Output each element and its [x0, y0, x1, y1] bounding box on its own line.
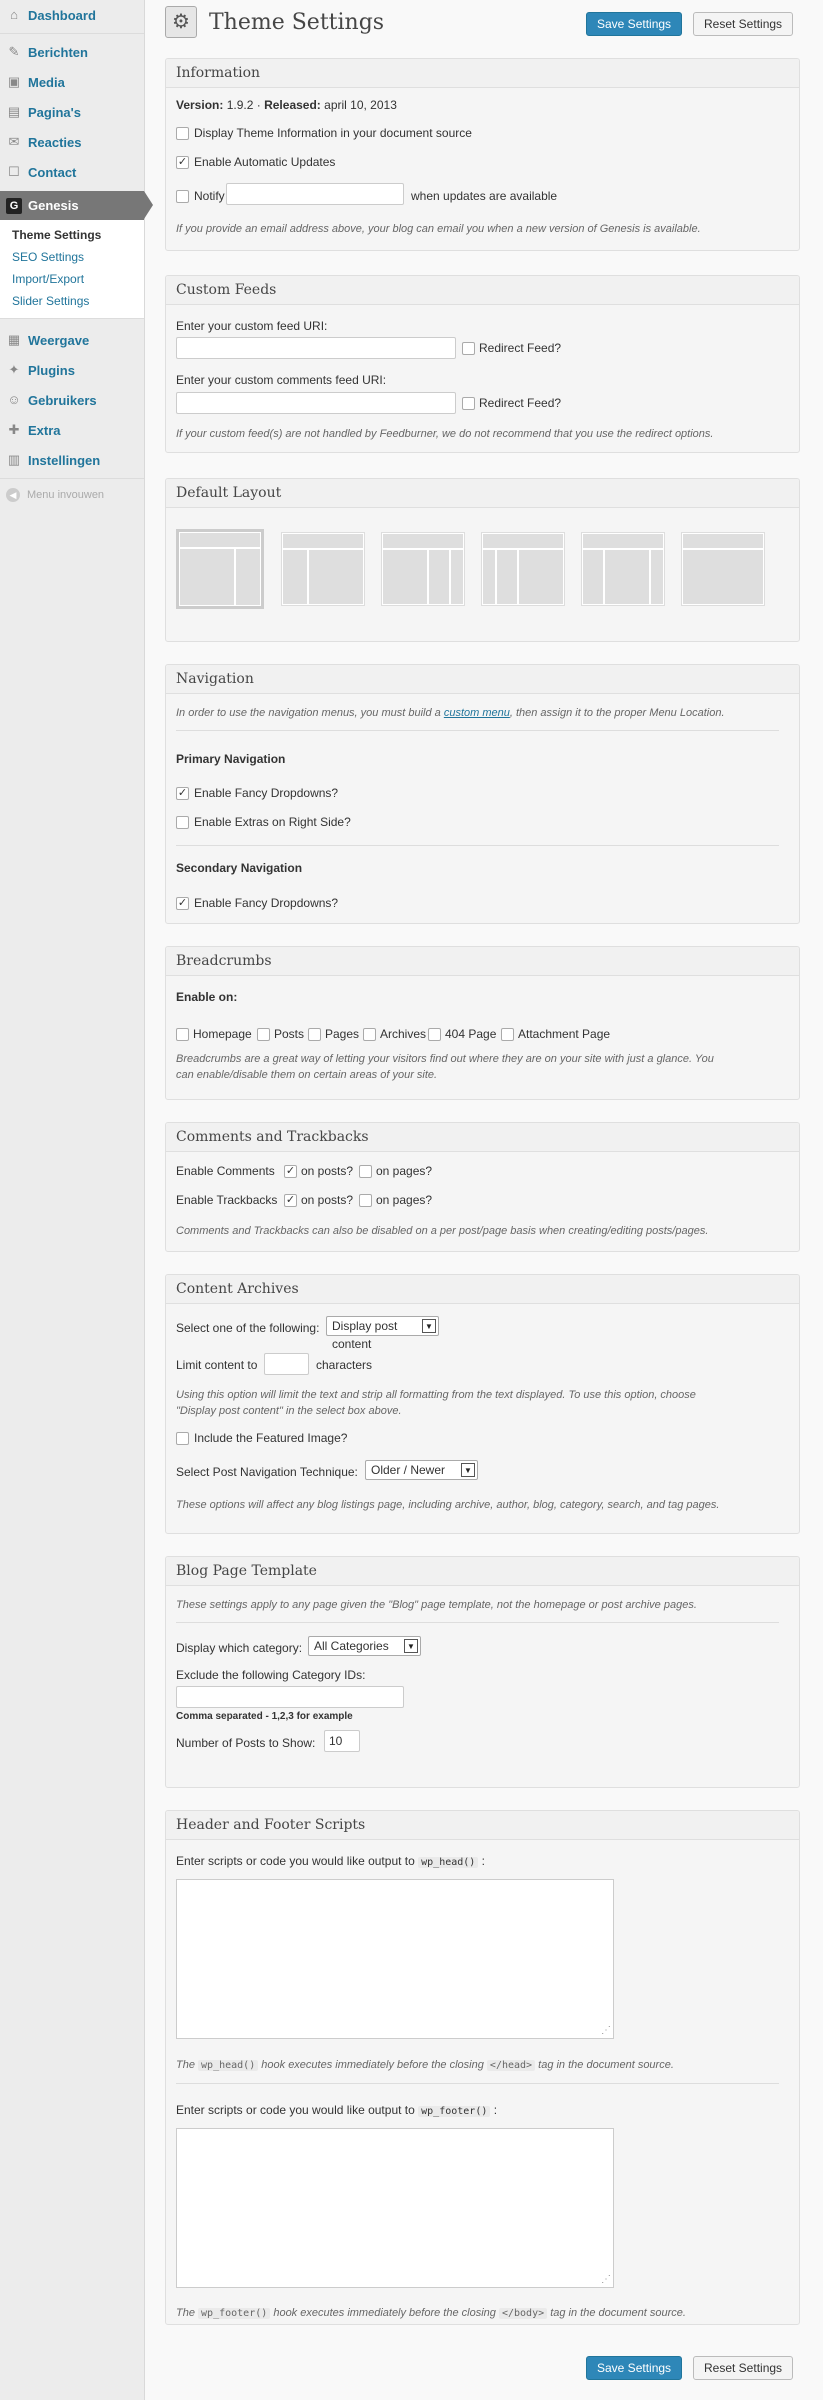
chevron-down-icon: ▼ [422, 1319, 436, 1333]
breadcrumbs-box [165, 946, 800, 1100]
comments-feed-uri-label: Enter your custom comments feed URI: [176, 373, 387, 387]
submenu-slider-settings[interactable]: Slider Settings [12, 294, 90, 308]
save-settings-button-bottom[interactable]: Save Settings [586, 2356, 682, 2380]
display-info-checkbox[interactable] [176, 127, 189, 140]
sidebar-item-label: Instellingen [28, 452, 101, 468]
notify-email-input[interactable] [226, 183, 404, 205]
layout-sidebar-content-sidebar[interactable] [581, 532, 665, 606]
limit-content-description-line2: "Display post content" in the select box above. [176, 1405, 402, 1417]
comments-trackbacks-title: Comments and Trackbacks [166, 1123, 799, 1152]
theme-settings-icon: ⚙ [165, 6, 197, 38]
notify-label: Notify [194, 189, 225, 203]
nav-technique-value: Older / Newer [371, 1463, 446, 1477]
head-scripts-label-text: Enter scripts or code you would like output to [176, 1854, 415, 1868]
head-scripts-code: wp_head() [418, 1857, 478, 1868]
version-separator: · [256, 98, 261, 112]
comments-pages-checkbox[interactable] [359, 1165, 372, 1178]
media-icon: ▣ [7, 74, 21, 89]
released-value: april 10, 2013 [324, 98, 397, 112]
submenu-theme-settings[interactable]: Theme Settings [12, 228, 102, 242]
breadcrumb-pages-label: Pages [325, 1027, 360, 1041]
sidebar-item-dashboard[interactable] [0, 0, 144, 30]
footer-scripts-description [176, 2305, 686, 2322]
footer-desc-after: tag in the document source. [550, 2307, 686, 2319]
appearance-icon: ▦ [7, 332, 21, 347]
admin-sidebar [0, 0, 145, 2400]
sidebar-item-instellingen[interactable] [0, 445, 144, 475]
sidebar-item-label: Dashboard [28, 7, 96, 23]
layout-sidebar-block [496, 549, 518, 605]
primary-navigation-heading: Primary Navigation [176, 752, 286, 766]
sidebar-top-items [0, 0, 144, 187]
limit-content-description-line1: Using this option will limit the text and strip all formatting from the text displayed. To use this option, choose [176, 1389, 696, 1401]
trackbacks-pages-label: on pages? [376, 1193, 433, 1207]
layout-sidebar-block [428, 549, 450, 605]
custom-feeds-box [165, 275, 800, 453]
tools-icon: ✚ [8, 422, 20, 437]
custom-feeds-title: Custom Feeds [166, 276, 799, 305]
version-value: 1.9.2 [226, 98, 254, 112]
breadcrumbs-description-line2: can enable/disable them on certain areas of your site. [176, 1069, 438, 1081]
submenu-seo-settings[interactable]: SEO Settings [12, 250, 85, 264]
exclude-categories-label: Exclude the following Category IDs: [176, 1668, 366, 1682]
pin-icon: ✎ [8, 44, 20, 59]
feed-uri-label: Enter your custom feed URI: [176, 319, 328, 333]
layout-sidebar-block [582, 549, 604, 605]
head-desc-code: wp_head() [198, 2060, 258, 2071]
blog-template-box [165, 1556, 800, 1788]
comments-trackbacks-box [165, 1122, 800, 1252]
comments-description: Comments and Trackbacks can also be disabled on a per post/page basis when creating/editing posts/pages. [176, 1225, 709, 1237]
custom-menu-link[interactable]: custom menu [443, 707, 510, 719]
footer-desc-code: wp_footer() [198, 2308, 270, 2319]
layout-content-block [382, 549, 428, 605]
layout-content-block [682, 549, 764, 605]
scripts-divider [176, 2083, 779, 2084]
layout-full-width[interactable] [681, 532, 765, 606]
users-icon: ☺ [7, 392, 21, 407]
breadcrumbs-title: Breadcrumbs [166, 947, 799, 976]
layout-sidebar-alt-block [450, 549, 464, 605]
collapse-menu-button[interactable] [0, 482, 144, 508]
sidebar-item-berichten[interactable] [0, 37, 144, 67]
head-scripts-colon: : [481, 1854, 486, 1868]
breadcrumb-archives-label: Archives [380, 1027, 427, 1041]
posts-to-show-input[interactable]: 10 [324, 1730, 360, 1752]
layout-header-block [179, 532, 261, 548]
sidebar-item-label: Berichten [28, 44, 88, 60]
layout-header-block [482, 533, 564, 549]
featured-image-label: Include the Featured Image? [194, 1431, 348, 1445]
navigation-intro-before: In order to use the navigation menus, you must build a [176, 707, 444, 719]
primary-fancy-dropdowns-label: Enable Fancy Dropdowns? [194, 786, 339, 800]
breadcrumb-homepage-checkbox[interactable] [176, 1028, 189, 1041]
custom-feeds-description: If your custom feed(s) are not handled by Feedburner, we do not recommend that you use the redirect options. [176, 428, 714, 440]
navigation-box [165, 664, 800, 924]
blog-template-title: Blog Page Template [166, 1557, 799, 1586]
sidebar-item-label: Genesis [28, 198, 79, 213]
information-description: If you provide an email address above, your blog can email you when a new version of Genesis is available. [176, 223, 701, 235]
blog-template-intro: These settings apply to any page given the "Blog" page template, not the homepage or post archive pages. [176, 1599, 697, 1611]
layout-sidebar-block [282, 549, 308, 605]
layout-sidebar-alt-block [650, 549, 664, 605]
sidebar-item-media[interactable] [0, 67, 144, 97]
genesis-submenu [0, 220, 144, 319]
archive-select-label: Select one of the following: [176, 1321, 320, 1335]
sidebar-item-extra[interactable] [0, 415, 144, 445]
layout-content-block [179, 548, 235, 606]
auto-updates-label: Enable Automatic Updates [194, 155, 336, 169]
archive-display-value: Display post content [332, 1319, 398, 1351]
layout-sidebar-sidebar-content[interactable] [481, 532, 565, 606]
footer-scripts-code: wp_footer() [418, 2106, 490, 2117]
enable-trackbacks-label: Enable Trackbacks [176, 1193, 278, 1207]
footer-desc-tag: </body> [499, 2308, 547, 2319]
version-label: Version: [176, 98, 224, 112]
head-scripts-description [176, 2057, 674, 2074]
auto-updates-checkbox[interactable]: ✓ [177, 156, 188, 168]
head-desc-before: The [176, 2059, 195, 2071]
secondary-fancy-dropdowns-checkbox[interactable]: ✓ [177, 897, 188, 909]
comments-posts-label: on posts? [301, 1164, 354, 1178]
sidebar-item-contact[interactable] [0, 157, 144, 187]
head-desc-middle: hook executes immediately before the closing [261, 2059, 484, 2071]
content-archives-description: These options will affect any blog listings page, including archive, author, blog, category, search, and tag pages. [176, 1499, 720, 1511]
breadcrumb-404-checkbox[interactable] [428, 1028, 441, 1041]
resize-handle-icon[interactable]: ⋰ [601, 2025, 611, 2036]
category-select[interactable] [308, 1636, 421, 1656]
breadcrumbs-description-line1: Breadcrumbs are a great way of letting your visitors find out where they are on your site with just a glance. You [176, 1053, 714, 1065]
content-archives-title: Content Archives [166, 1275, 799, 1304]
nav-technique-label: Select Post Navigation Technique: [176, 1465, 358, 1479]
navigation-divider [176, 845, 779, 846]
pages-icon: ▤ [7, 104, 21, 119]
sidebar-item-label: Gebruikers [28, 392, 97, 408]
trackbacks-posts-checkbox[interactable]: ✓ [285, 1194, 296, 1206]
head-desc-after: tag in the document source. [538, 2059, 674, 2071]
released-label: Released: [264, 98, 321, 112]
layout-header-block [582, 533, 664, 549]
sidebar-item-gebruikers[interactable] [0, 385, 144, 415]
display-info-label: Display Theme Information in your document source [194, 126, 472, 140]
exclude-categories-input[interactable] [176, 1686, 404, 1708]
limit-content-input[interactable] [264, 1353, 309, 1375]
blog-template-divider [176, 1622, 779, 1623]
category-select-label: Display which category: [176, 1641, 303, 1655]
layout-header-block [682, 533, 764, 549]
breadcrumb-archives-checkbox[interactable] [363, 1028, 376, 1041]
limit-content-label: Limit content to [176, 1358, 258, 1372]
comments-pages-label: on pages? [376, 1164, 433, 1178]
sidebar-item-label: Weergave [28, 332, 90, 348]
redirect-feed-label: Redirect Feed? [479, 341, 562, 355]
collapse-arrow-icon: ◀ [6, 488, 20, 502]
navigation-intro [176, 705, 725, 721]
layout-content-block [604, 549, 650, 605]
scripts-box [165, 1810, 800, 2325]
feed-uri-input[interactable] [176, 337, 456, 359]
plugins-icon: ✦ [8, 362, 20, 377]
sidebar-item-label: Plugins [28, 362, 75, 378]
navigation-intro-after: , then assign it to the proper Menu Location. [509, 707, 725, 719]
redirect-comments-feed-label: Redirect Feed? [479, 396, 562, 410]
comments-icon: ✉ [8, 134, 20, 149]
breadcrumb-attachment-label: Attachment Page [518, 1027, 611, 1041]
sidebar-item-label: Contact [28, 164, 77, 180]
comments-feed-uri-input[interactable] [176, 392, 456, 414]
footer-desc-middle: hook executes immediately before the closing [273, 2307, 496, 2319]
sidebar-item-label: Pagina's [28, 104, 81, 120]
layout-header-block [282, 533, 364, 549]
layout-content-sidebar-sidebar[interactable] [381, 532, 465, 606]
sidebar-item-weergave[interactable] [0, 325, 144, 355]
footer-desc-before: The [176, 2307, 195, 2319]
default-layout-title: Default Layout [166, 479, 799, 508]
layout-content-block [308, 549, 364, 605]
primary-extras-checkbox[interactable] [176, 816, 189, 829]
exclude-categories-hint: Comma separated - 1,2,3 for example [176, 1711, 353, 1722]
limit-content-suffix: characters [316, 1358, 373, 1372]
sidebar-item-label: Extra [28, 422, 61, 438]
footer-scripts-label-text: Enter scripts or code you would like output to [176, 2103, 415, 2117]
chevron-down-icon: ▼ [404, 1639, 418, 1653]
head-scripts-textarea[interactable] [176, 1879, 614, 2039]
page-header [165, 6, 800, 42]
notify-checkbox[interactable] [176, 190, 189, 203]
breadcrumb-homepage-label: Homepage [193, 1027, 252, 1041]
redirect-feed-checkbox[interactable] [462, 342, 475, 355]
footer-scripts-colon: : [493, 2103, 498, 2117]
save-settings-button-top[interactable]: Save Settings [586, 12, 682, 36]
layout-sidebar-content[interactable] [281, 532, 365, 606]
contact-icon: ☐ [8, 164, 20, 179]
trackbacks-posts-label: on posts? [301, 1193, 354, 1207]
breadcrumb-posts-label: Posts [274, 1027, 305, 1041]
breadcrumb-pages-checkbox[interactable] [308, 1028, 321, 1041]
enable-comments-label: Enable Comments [176, 1164, 275, 1178]
sidebar-item-plugins[interactable] [0, 355, 144, 385]
submenu-import-export[interactable]: Import/Export [12, 272, 85, 286]
enable-on-label: Enable on: [176, 990, 238, 1004]
breadcrumb-posts-checkbox[interactable] [257, 1028, 270, 1041]
breadcrumb-attachment-checkbox[interactable] [501, 1028, 514, 1041]
content-archives-box [165, 1274, 800, 1534]
posts-to-show-label: Number of Posts to Show: [176, 1736, 316, 1750]
collapse-label: Menu invouwen [27, 489, 105, 501]
layout-content-sidebar[interactable] [176, 529, 264, 609]
menu-separator [0, 478, 144, 479]
footer-scripts-textarea[interactable] [176, 2128, 614, 2288]
page-title: Theme Settings [209, 10, 385, 35]
sidebar-item-genesis[interactable] [0, 191, 144, 220]
primary-extras-label: Enable Extras on Right Side? [194, 815, 351, 829]
head-desc-tag: </head> [487, 2060, 535, 2071]
layout-content-block [518, 549, 564, 605]
notify-suffix: when updates are available [411, 189, 558, 203]
nav-technique-select[interactable] [365, 1460, 478, 1480]
redirect-comments-feed-checkbox[interactable] [462, 397, 475, 410]
comments-posts-checkbox[interactable]: ✓ [285, 1165, 296, 1177]
scripts-title: Header and Footer Scripts [166, 1811, 799, 1840]
primary-fancy-dropdowns-checkbox[interactable]: ✓ [177, 787, 188, 799]
sidebar-item-label: Media [28, 74, 65, 90]
secondary-fancy-dropdowns-label: Enable Fancy Dropdowns? [194, 896, 339, 910]
secondary-navigation-heading: Secondary Navigation [176, 861, 303, 875]
menu-separator [0, 33, 144, 34]
reset-settings-button-top[interactable]: Reset Settings [693, 12, 793, 36]
breadcrumb-404-label: 404 Page [445, 1027, 497, 1041]
footer-scripts-label [176, 2103, 497, 2117]
default-layout-box [165, 478, 800, 642]
archive-display-select[interactable] [326, 1316, 439, 1351]
chevron-down-icon: ▼ [461, 1463, 475, 1477]
reset-settings-button-bottom[interactable]: Reset Settings [693, 2356, 793, 2380]
information-box [165, 58, 800, 251]
navigation-title: Navigation [166, 665, 799, 694]
genesis-icon: G [6, 198, 22, 214]
navigation-divider [176, 730, 779, 731]
sidebar-item-label: Reacties [28, 134, 82, 150]
dashboard-icon: ⌂ [10, 7, 18, 22]
settings-icon: ▥ [7, 452, 21, 467]
layout-sidebar-block [235, 548, 261, 606]
layout-sidebar-alt-block [482, 549, 496, 605]
category-select-value: All Categories [314, 1639, 389, 1653]
sidebar-item-reacties[interactable] [0, 127, 144, 157]
sidebar-item-paginas[interactable] [0, 97, 144, 127]
trackbacks-pages-checkbox[interactable] [359, 1194, 372, 1207]
information-title: Information [166, 59, 799, 88]
layout-header-block [382, 533, 464, 549]
resize-handle-icon[interactable]: ⋰ [601, 2274, 611, 2285]
featured-image-checkbox[interactable] [176, 1432, 189, 1445]
version-line [176, 98, 397, 112]
head-scripts-label [176, 1854, 485, 1868]
